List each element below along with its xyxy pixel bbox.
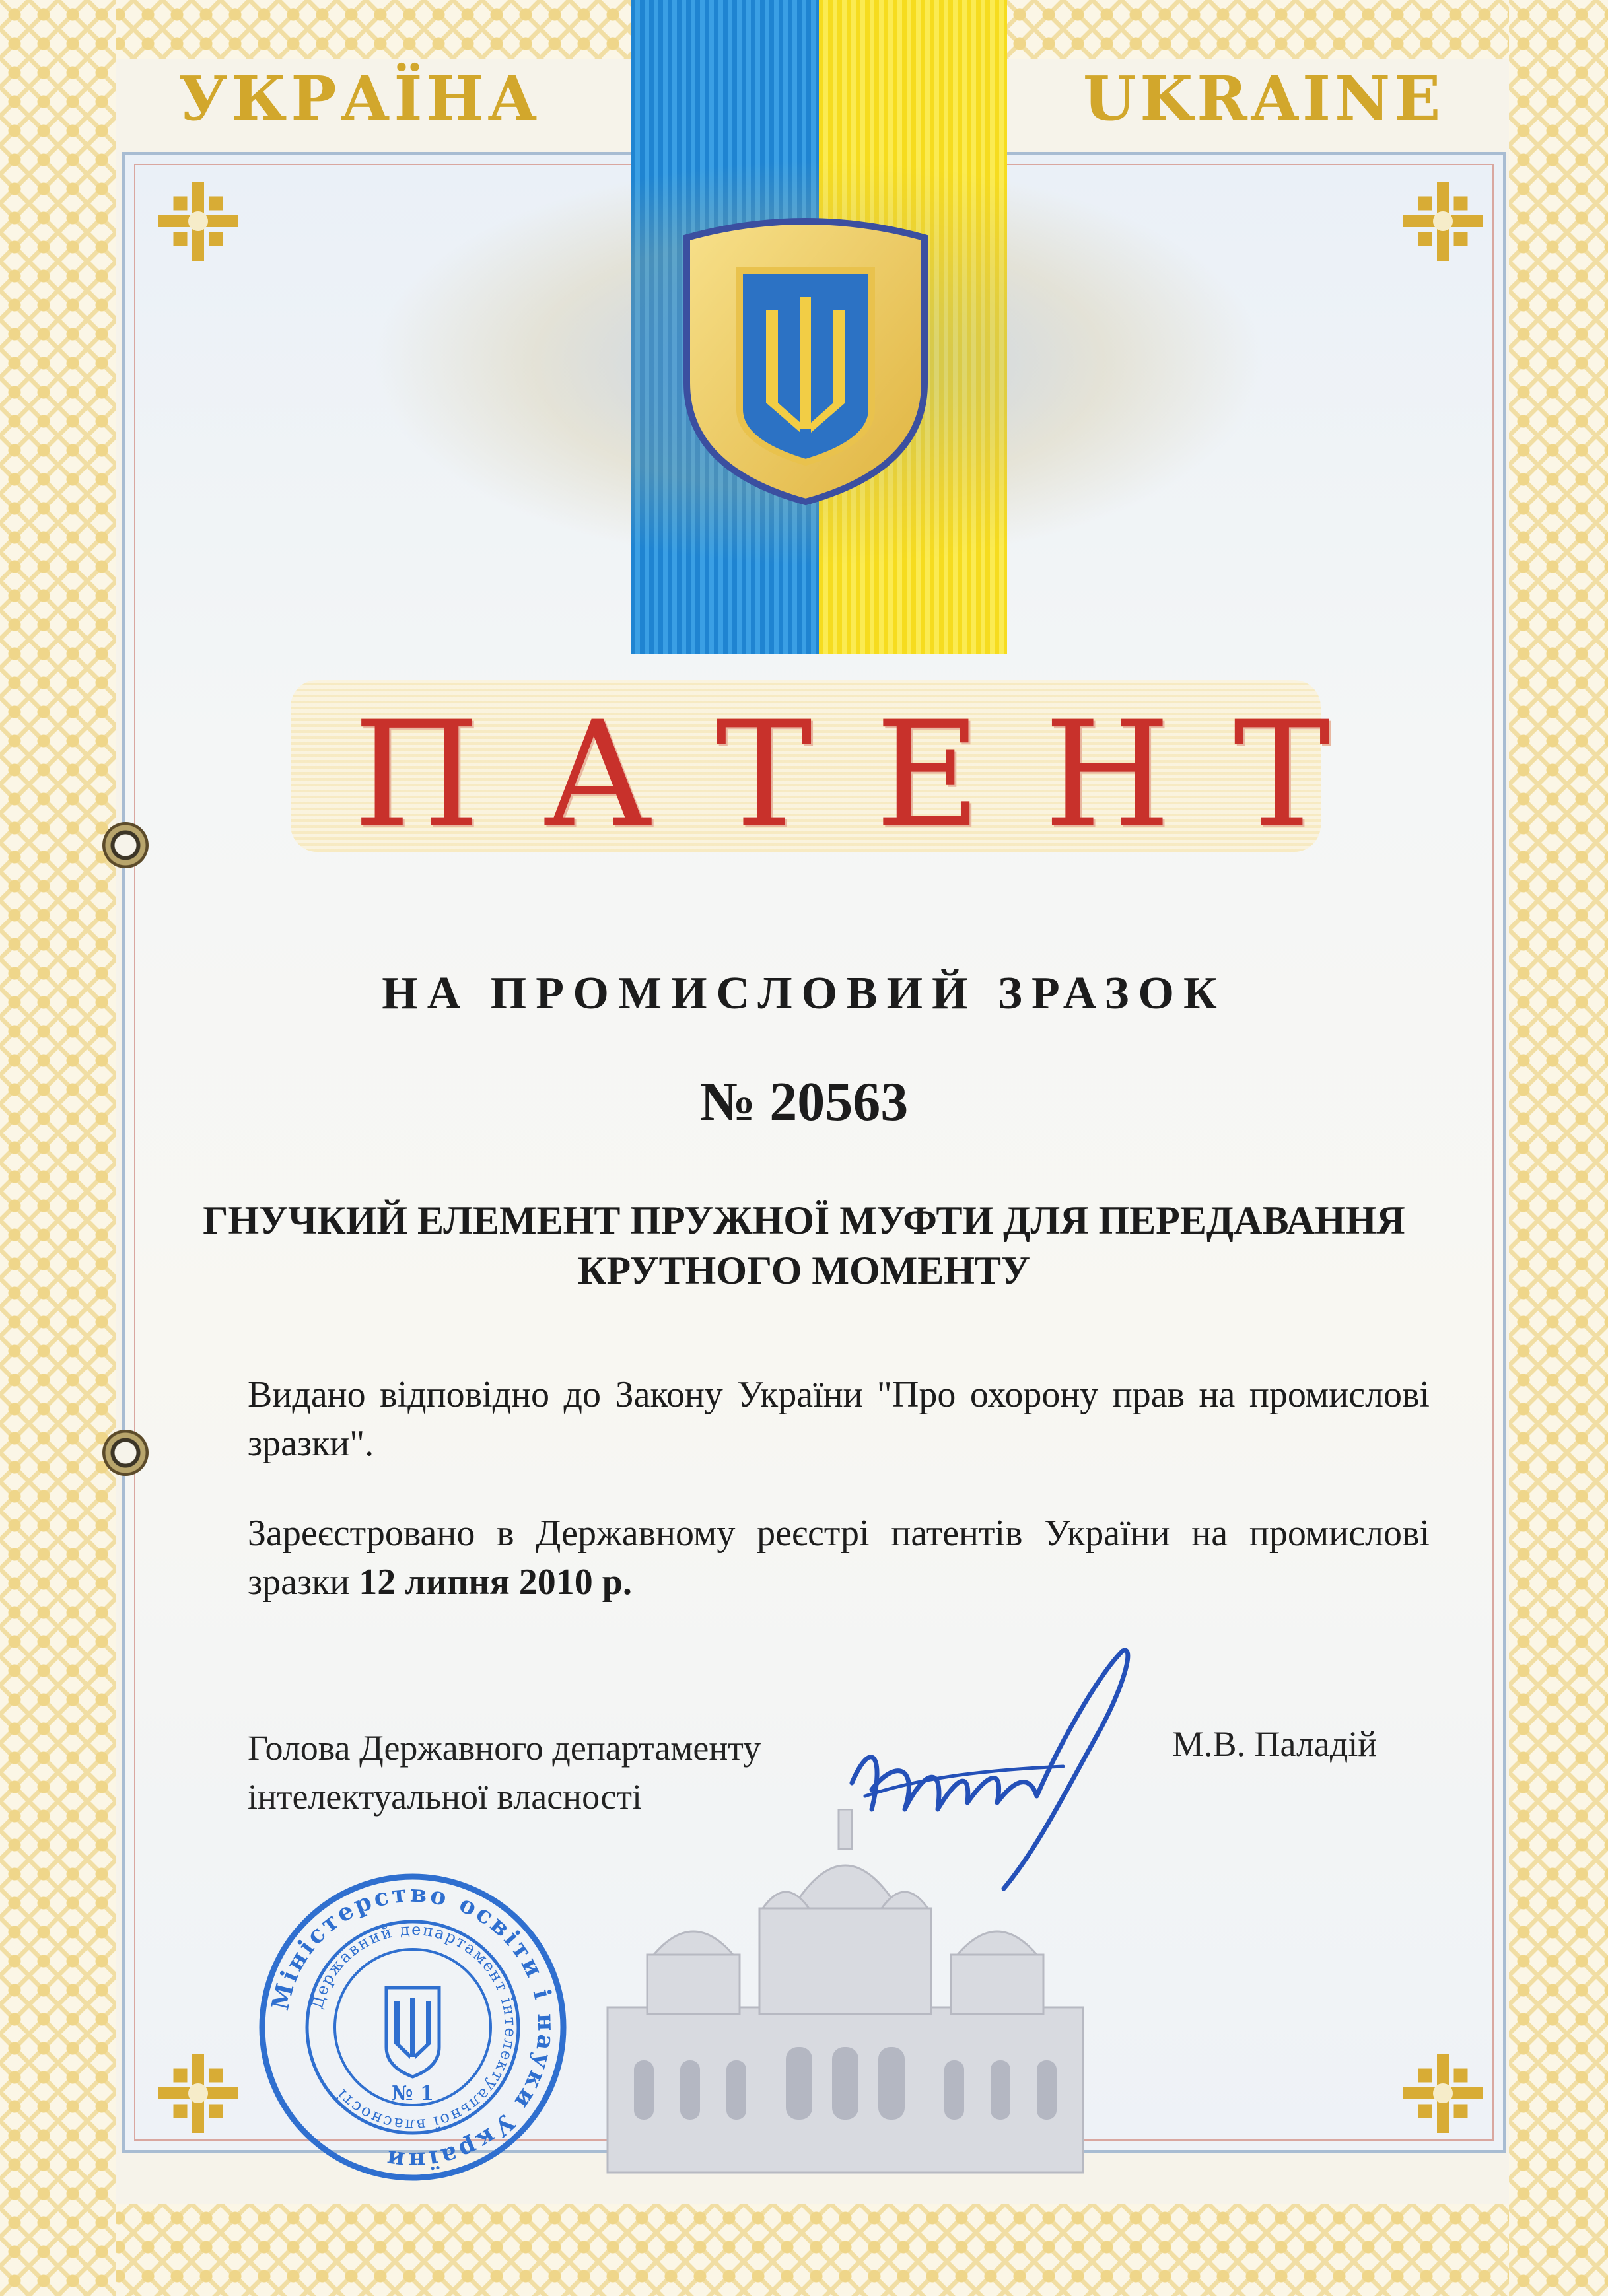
corner-ornament-icon xyxy=(149,172,248,271)
svg-text:Державний департамент інтелект: Державний департамент інтелектуальної власності xyxy=(307,1920,520,2135)
invention-title-line1: ГНУЧКИЙ ЕЛЕМЕНТ ПРУЖНОЇ МУФТИ ДЛЯ ПЕРЕДАВАННЯ xyxy=(203,1199,1405,1242)
right-ornament-border xyxy=(1509,0,1608,2296)
patent-number: № 20563 xyxy=(699,1071,909,1132)
country-name-ua: УКРАЇНА xyxy=(178,63,542,134)
svg-text:№ 1: № 1 xyxy=(392,2082,434,2105)
handwritten-signature-icon xyxy=(845,1638,1189,1902)
corner-ornament-icon xyxy=(1393,2044,1492,2143)
svg-text:Міністерство освіти і науки Ук: Міністерство освіти і науки України xyxy=(266,1879,561,2175)
binding-grommet-icon xyxy=(102,822,149,868)
corner-ornament-icon xyxy=(1393,172,1492,271)
invention-title-line2: КРУТНОГО МОМЕНТУ xyxy=(577,1249,1031,1292)
stamp-seal-icon xyxy=(254,1869,571,2186)
registered-paragraph xyxy=(248,1509,1430,1607)
signatory-position-line1: Голова Державного департаменту xyxy=(248,1728,761,1768)
coat-of-arms-icon xyxy=(660,211,951,515)
bottom-ornament-border xyxy=(46,2204,1582,2296)
left-ornament-border xyxy=(0,0,116,2296)
document-subtitle: НА ПРОМИСЛОВИЙ ЗРАЗОК xyxy=(382,968,1226,1019)
signatory-position-line2: інтелектуальної власності xyxy=(248,1777,642,1817)
official-stamp xyxy=(254,1869,571,2186)
registered-date: 12 липня 2010 р. xyxy=(359,1562,632,1603)
issued-paragraph: Видано відповідно до Закону України "Про охорону прав на промислові зразки". xyxy=(248,1374,1430,1464)
country-name-en: UKRAINE xyxy=(1083,63,1445,134)
corner-ornament-icon xyxy=(149,2044,248,2143)
signatory-name: М.В. Паладій xyxy=(1172,1724,1378,1764)
document-title: ПАТЕНТ xyxy=(353,690,1393,859)
binding-grommet-icon xyxy=(102,1430,149,1476)
signatory-position xyxy=(248,1723,842,1821)
invention-title xyxy=(198,1195,1410,1296)
registered-text: Зареєстровано в Державному реєстрі патентів України на промислові зразки xyxy=(248,1513,1430,1603)
